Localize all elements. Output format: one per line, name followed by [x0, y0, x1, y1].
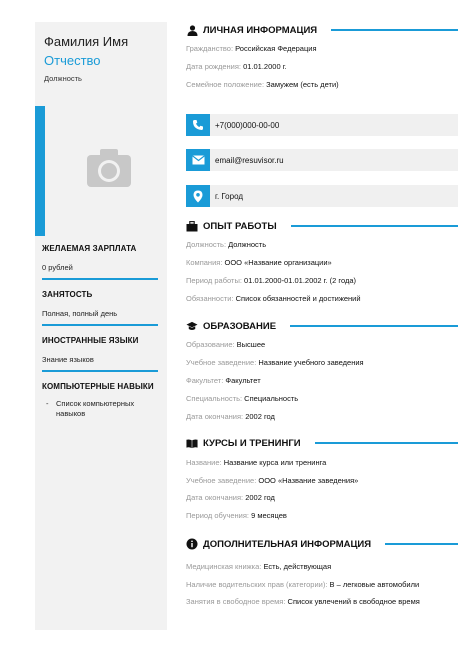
- sidebar: [35, 22, 167, 630]
- field-label: Наличие водительских прав (категории):: [186, 580, 330, 589]
- salary-heading: ЖЕЛАЕМАЯ ЗАРПЛАТА: [42, 244, 137, 253]
- edu-level-row: [186, 340, 265, 349]
- field-label: Период работы:: [186, 276, 245, 285]
- list-dash: -: [46, 399, 49, 408]
- field-label: Гражданство:: [186, 44, 236, 53]
- field-label: Дата окончания:: [186, 412, 246, 421]
- field-label: Должность:: [186, 240, 229, 249]
- field-value: 01.01.2000-01.01.2002 г. (2 года): [244, 276, 357, 285]
- exp-duties-row: [186, 294, 361, 303]
- book-icon: [186, 437, 198, 449]
- field-value: В – легковые автомобили: [329, 580, 420, 589]
- phone-value: +7(000)000-00-00: [215, 120, 280, 130]
- field-value: Замужем (есть дети): [266, 80, 339, 89]
- divider: [42, 278, 158, 280]
- job-position: Должность: [44, 74, 82, 83]
- field-label: Занятия в свободное время:: [186, 597, 288, 606]
- field-value: Должность: [228, 240, 267, 249]
- section-rule: [385, 543, 458, 545]
- course-period-row: [186, 511, 287, 520]
- field-value: Специальность: [244, 394, 299, 403]
- phone-icon: [186, 114, 210, 136]
- field-value: ООО «Название заведения»: [258, 476, 359, 485]
- computer-skills-heading: КОМПЬЮТЕРНЫЕ НАВЫКИ: [42, 382, 154, 391]
- field-label: Семейное положение:: [186, 80, 267, 89]
- section-title: ДОПОЛНИТЕЛЬНАЯ ИНФОРМАЦИЯ: [203, 538, 372, 550]
- field-label: Образование:: [186, 340, 237, 349]
- section-rule: [291, 225, 458, 227]
- family-row: [186, 80, 339, 89]
- birth-row: [186, 62, 287, 71]
- license-row: [186, 580, 419, 589]
- location-pin-icon: [186, 185, 210, 207]
- computer-skills-section: [42, 382, 160, 419]
- field-value: Название курса или тренинга: [223, 458, 327, 467]
- experience-section-header: [186, 219, 458, 233]
- edu-faculty-row: [186, 376, 261, 385]
- computer-skills-value: Список компьютерных навыков: [56, 399, 135, 418]
- user-icon: [186, 24, 198, 36]
- languages-value: Знание языков: [42, 355, 94, 364]
- course-name-row: [186, 458, 326, 467]
- employment-heading: ЗАНЯТОСТЬ: [42, 290, 93, 299]
- list-item: [42, 399, 160, 419]
- citizenship-row: [186, 44, 317, 53]
- personal-section-header: [186, 23, 458, 37]
- field-label: Обязанности:: [186, 294, 236, 303]
- field-label: Факультет:: [186, 376, 226, 385]
- salary-value: 0 рублей: [42, 263, 73, 272]
- field-label: Дата окончания:: [186, 493, 246, 502]
- section-title: ЛИЧНАЯ ИНФОРМАЦИЯ: [203, 24, 318, 36]
- field-value: Список увлечений в свободное время: [287, 597, 420, 606]
- section-rule: [290, 325, 458, 327]
- section-title: ОБРАЗОВАНИЕ: [203, 320, 277, 332]
- hobby-row: [186, 594, 458, 610]
- field-value: Российская Федерация: [235, 44, 317, 53]
- phone-contact[interactable]: [186, 114, 458, 136]
- camera-icon: [85, 147, 133, 189]
- field-label: Специальность:: [186, 394, 245, 403]
- additional-section-header: [186, 537, 458, 551]
- name-block: [44, 34, 162, 83]
- languages-heading: ИНОСТРАННЫЕ ЯЗЫКИ: [42, 336, 139, 345]
- email-contact[interactable]: [186, 149, 458, 171]
- section-title: КУРСЫ И ТРЕНИНГИ: [203, 437, 301, 449]
- field-label: Период обучения:: [186, 511, 252, 520]
- full-name: Фамилия Имя: [44, 34, 129, 49]
- divider: [42, 324, 158, 326]
- salary-section: [42, 244, 160, 280]
- field-label: Медицинская книжка:: [186, 562, 264, 571]
- email-icon: [186, 149, 210, 171]
- edu-school-row: [186, 358, 364, 367]
- divider: [42, 370, 158, 372]
- exp-period-row: [186, 276, 356, 285]
- field-value: Высшее: [236, 340, 266, 349]
- field-value: 01.01.2000 г.: [243, 62, 287, 71]
- section-rule: [331, 29, 458, 31]
- field-value: Факультет: [225, 376, 261, 385]
- field-value: Есть, действующая: [263, 562, 332, 571]
- field-value: 2002 год: [245, 493, 275, 502]
- field-label: Название:: [186, 458, 224, 467]
- field-label: Учебное заведение:: [186, 358, 259, 367]
- field-label: Дата рождения:: [186, 62, 244, 71]
- exp-position-row: [186, 240, 266, 249]
- course-end-row: [186, 493, 275, 502]
- section-rule: [315, 442, 458, 444]
- education-section-header: [186, 319, 458, 333]
- field-value: 9 месяцев: [251, 511, 287, 520]
- city-contact[interactable]: [186, 185, 458, 207]
- section-title: ОПЫТ РАБОТЫ: [203, 220, 277, 232]
- field-value: ООО «Название организации»: [224, 258, 332, 267]
- field-value: 2002 год: [245, 412, 275, 421]
- languages-section: [42, 336, 160, 372]
- edu-end-row: [186, 412, 275, 421]
- employment-section: [42, 290, 160, 326]
- graduation-cap-icon: [186, 320, 198, 332]
- city-value: г. Город: [215, 191, 244, 201]
- course-school-row: [186, 476, 358, 485]
- employment-value: Полная, полный день: [42, 309, 118, 318]
- field-label: Учебное заведение:: [186, 476, 259, 485]
- info-icon: [186, 538, 198, 550]
- field-value: Список обязанностей и достижений: [235, 294, 361, 303]
- field-value: Название учебного заведения: [258, 358, 364, 367]
- briefcase-icon: [186, 220, 198, 232]
- photo-accent-bar: [35, 106, 45, 236]
- email-value: email@resuvisor.ru: [215, 155, 284, 165]
- patronymic: Отчество: [44, 53, 101, 68]
- edu-specialty-row: [186, 394, 298, 403]
- med-book-row: [186, 562, 331, 571]
- exp-company-row: [186, 258, 332, 267]
- courses-section-header: [186, 436, 458, 450]
- field-label: Компания:: [186, 258, 225, 267]
